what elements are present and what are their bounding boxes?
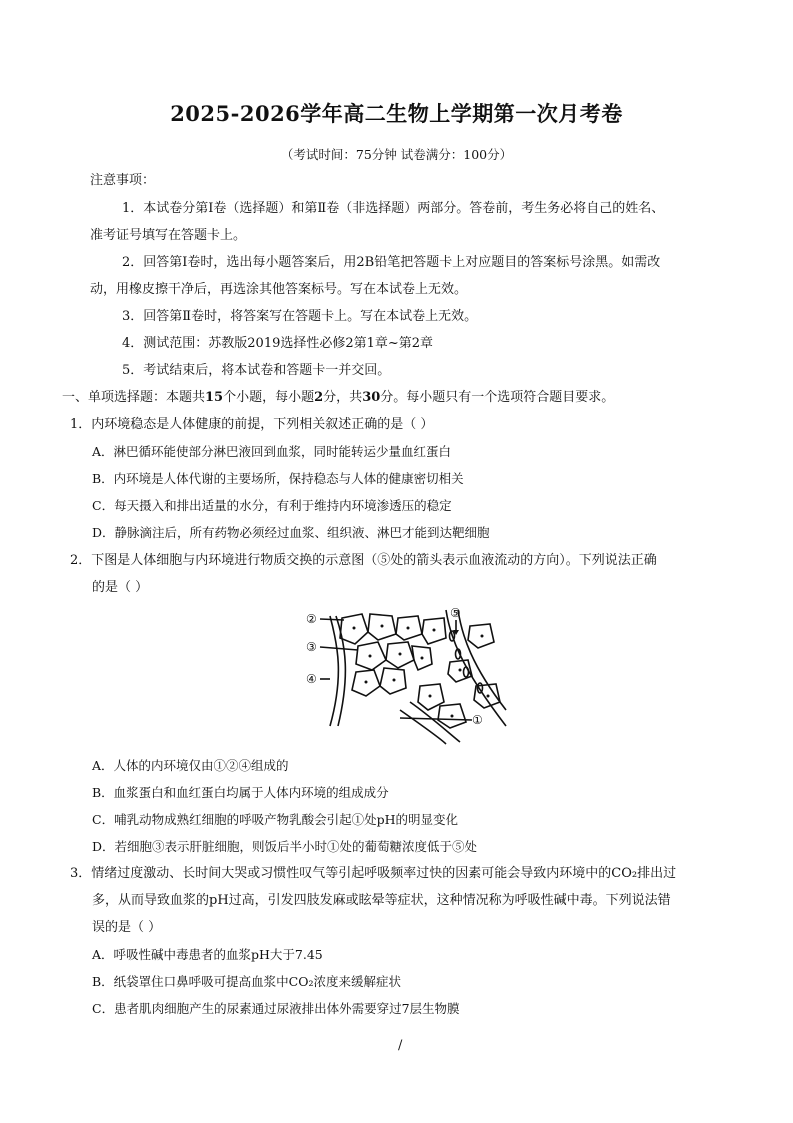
question-3-option-b: B．纸袋罩住口鼻呼吸可提高血浆中CO₂浓度来缓解症状 (92, 974, 402, 989)
question-2-stem-cont: 的是（ ） (92, 580, 149, 595)
question-3-stem-cont: 误的是（ ） (92, 920, 162, 935)
question-3-stem: 3．情绪过度激动、长时间大哭或习惯性叹气等引起呼吸频率过快的因素可能会导致内环境中的CO₂排出过 (70, 866, 677, 881)
page-footer: / (398, 1038, 403, 1053)
points-each: 2 (314, 390, 324, 405)
exam-info: （考试时间：75分钟 试卷满分：100分） (280, 147, 513, 162)
nucleus (393, 679, 396, 682)
notice-item: 5．考试结束后，将本试卷和答题卡一并交回。 (122, 363, 391, 378)
notice-item: 动，用橡皮擦干净后，再选涂其他答案标号。写在本试卷上无效。 (90, 282, 468, 297)
section-text: 分，共 (323, 390, 363, 405)
figure-label-4: ④ (306, 672, 317, 686)
nucleus (369, 655, 372, 658)
nucleus (433, 629, 436, 632)
question-1-option-b: B．内环境是人体代谢的主要场所，保持稳态与人体的健康密切相关 (92, 471, 464, 486)
nucleus (451, 715, 454, 718)
question-1-stem: 1．内环境稳态是人体健康的前提，下列相关叙述正确的是（ ） (70, 417, 434, 432)
nucleus (487, 695, 490, 698)
nucleus (421, 657, 424, 660)
question-2-stem: 2．下图是人体细胞与内环境进行物质交换的示意图（⑤处的箭头表示血液流动的方向）。下列说法正确 (70, 553, 657, 568)
red-blood-cell (464, 667, 469, 677)
question-1-option-d: D．静脉滴注后，所有药物必须经过血浆、组织液、淋巴才能到达靶细胞 (92, 525, 490, 540)
question-2-option-c: C．哺乳动物成熟红细胞的呼吸产物乳酸会引起①处pH的明显变化 (92, 812, 458, 827)
section-text: 个小题，每小题 (223, 390, 315, 405)
capillary-wall (336, 616, 345, 726)
label-leader (320, 619, 344, 620)
section-text: 一、单项选择题：本题共 (62, 390, 206, 405)
red-blood-cell (478, 683, 483, 693)
nucleus (459, 669, 462, 672)
figure-label-1: ① (472, 713, 483, 727)
question-3-option-c: C．患者肌肉细胞产生的尿素通过尿液排出体外需要穿过7层生物膜 (92, 1001, 460, 1016)
figure-label-3: ③ (306, 640, 317, 654)
nucleus (407, 627, 410, 630)
figure-label-2: ② (306, 612, 317, 626)
points-total: 30 (362, 390, 381, 405)
label-leader (400, 718, 472, 720)
capillary-wall (446, 610, 506, 726)
section-heading (62, 390, 614, 406)
question-1-option-a: A．淋巴循环能使部分淋巴液回到血浆，同时能转运少量血红蛋白 (92, 444, 452, 459)
label-leader (320, 647, 358, 650)
question-3-stem-cont: 多，从而导致血浆的pH过高，引发四肢发麻或眩晕等症状，这种情况称为呼吸性碱中毒。下列说法错 (92, 893, 671, 908)
tissue-exchange-diagram (300, 606, 510, 746)
section-text: 分。每小题只有一个选项符合题目要求。 (380, 390, 615, 405)
question-2-option-b: B．血浆蛋白和血红蛋白均属于人体内环境的组成成分 (92, 785, 389, 800)
question-3-option-a: A．呼吸性碱中毒患者的血浆pH大于7.45 (92, 947, 323, 962)
nucleus (399, 653, 402, 656)
nucleus (481, 635, 484, 638)
nucleus (353, 627, 356, 630)
figure-label-5: ⑤ (450, 606, 461, 620)
nucleus (429, 695, 432, 698)
notice-heading: 注意事项： (90, 173, 156, 188)
capillary-wall (330, 616, 338, 726)
question-count: 15 (205, 390, 224, 405)
notice-item: 准考证号填写在答题卡上。 (90, 228, 247, 243)
question-2-option-a: A．人体的内环境仅由①②④组成的 (92, 758, 289, 773)
question-1-option-c: C．每天摄入和排出适量的水分，有利于维持内环境渗透压的稳定 (92, 498, 452, 513)
nucleus (365, 681, 368, 684)
nucleus (381, 625, 384, 628)
page-title: 2025-2026学年高二生物上学期第一次月考卷 (170, 101, 623, 126)
notice-item: 4．测试范围：苏教版2019选择性必修2第1章~第2章 (122, 336, 434, 351)
notice-item: 2．回答第Ⅰ卷时，选出每小题答案后，用2B铅笔把答题卡上对应题目的答案标号涂黑。如需改 (122, 255, 661, 270)
notice-item: 1．本试卷分第Ⅰ卷（选择题）和第Ⅱ卷（非选择题）两部分。答卷前，考生务必将自己的姓名、 (122, 201, 665, 216)
question-2-option-d: D．若细胞③表示肝脏细胞，则饭后半小时①处的葡萄糖浓度低于⑤处 (92, 839, 478, 854)
notice-item: 3．回答第Ⅱ卷时，将答案写在答题卡上。写在本试卷上无效。 (122, 309, 478, 324)
